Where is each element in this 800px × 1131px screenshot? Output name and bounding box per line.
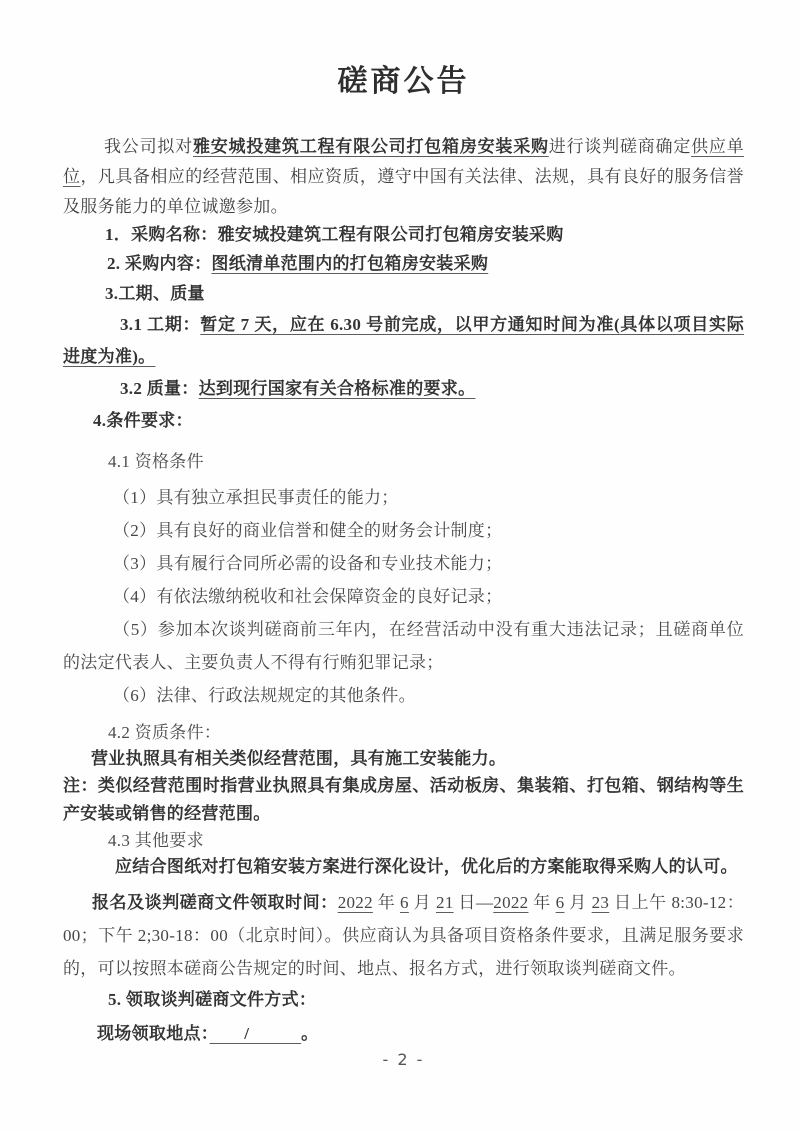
registration-sep5: 月 [564,893,592,912]
page-number: - 2 - [382,1050,425,1069]
duration-value: 暂定 7 天，应在 6.30 号前完成，以甲方通知时间为准(具体以项目实际进度为准)。 [63,315,744,366]
registration-tail: 日上午 8:30-12：00；下午 2;30-18：00（北京时间）。供应商认为具备项目资格条件要求，且满足服务要求的，可以按照本磋商公告规定的时间、地点、报名方式，进行领取谈判磋商文件。 [63,893,744,978]
registration-day2: 23 [591,893,610,912]
intro-tail: ，凡具备相应的经营范围、相应资质，遵守中国有关法律、法规，具有良好的服务信誉及服务能力的单位诚邀参加。 [63,167,744,216]
pickup-location-line [63,1021,744,1047]
registration-paragraph [63,886,744,985]
registration-year2: 2022 [493,893,529,912]
document-title: 磋商公告 [337,65,470,98]
supplier-term: 供应单位 [63,137,745,186]
credential-note: 注：类似经营范围时指营业执照具有集成房屋、活动板房、集装箱、打包箱、钢结构等生产安装或销售的经营范围。 [63,776,744,823]
procurement-name-label: 1．采购名称： [105,225,218,244]
procurement-content-label: 2. 采购内容： [107,254,212,273]
procurement-content-value: 图纸清单范围内的打包箱房安装采购 [211,254,489,273]
project-name: 雅安城投建筑工程有限公司打包箱房安装采购 [192,137,549,156]
quality-line [63,373,744,405]
condition-item: （5）参加本次谈判磋商前三年内，在经营活动中没有重大违法记录；且磋商单位的法定代表人、主要负责人不得有行贿犯罪记录； [63,620,744,672]
condition-item: （2）具有良好的商业信誉和健全的财务会计制度； [113,521,503,540]
quality-label: 3.2 质量： [120,379,199,398]
quality-value: 达到现行国家有关合格标准的要求。 [198,379,476,398]
file-collection-heading: 5. 领取谈判磋商文件方式： [108,990,317,1009]
credential-requirement: 营业执照具有相关类似经营范围，具有施工安装能力。 [91,749,507,768]
qualification-conditions-list [63,481,744,712]
duration-label: 3.1 工期： [120,315,201,334]
condition-item: （1）具有独立承担民事责任的能力； [113,488,399,507]
registration-month2: 6 [555,893,565,912]
procurement-name-value: 雅安城投建筑工程有限公司打包箱房安装采购 [217,225,564,244]
duration-line [63,309,744,373]
procurement-content-line [63,251,744,277]
other-requirements-text: 应结合图纸对打包箱安装方案进行深化设计，优化后的方案能取得采购人的认可。 [115,857,738,876]
registration-sep2: 月 [408,893,437,912]
procurement-name-line [63,222,744,248]
registration-sep4: 年 [528,893,556,912]
schedule-quality-heading: 3.工期、质量 [105,284,205,303]
registration-sep3: 日— [453,893,494,912]
intro-lead: 我公司拟对 [104,137,193,156]
registration-year1: 2022 [337,893,373,912]
pickup-location-label: 现场领取地点： [97,1024,210,1043]
registration-sep1: 年 [372,893,401,912]
intro-mid: 进行谈判磋商确定 [548,137,692,156]
conditions-heading: 4.条件要求： [93,411,193,430]
pickup-location-period: 。 [301,1024,319,1043]
other-requirements-heading: 4.3 其他要求 [108,831,204,850]
pickup-location-blank: / [209,1024,302,1043]
registration-label: 报名及谈判磋商文件领取时间： [92,893,338,912]
intro-paragraph [63,132,744,222]
condition-item: （6）法律、行政法规规定的其他条件。 [113,686,416,705]
registration-day1: 21 [436,893,454,912]
registration-month1: 6 [400,893,409,912]
condition-item: （4）有依法缴纳税收和社会保障资金的良好记录； [113,587,503,606]
qualification-heading: 4.1 资格条件 [108,452,204,471]
credential-heading: 4.2 资质条件： [108,723,222,742]
condition-item: （3）具有履行合同所必需的设备和专业技术能力； [113,554,503,573]
